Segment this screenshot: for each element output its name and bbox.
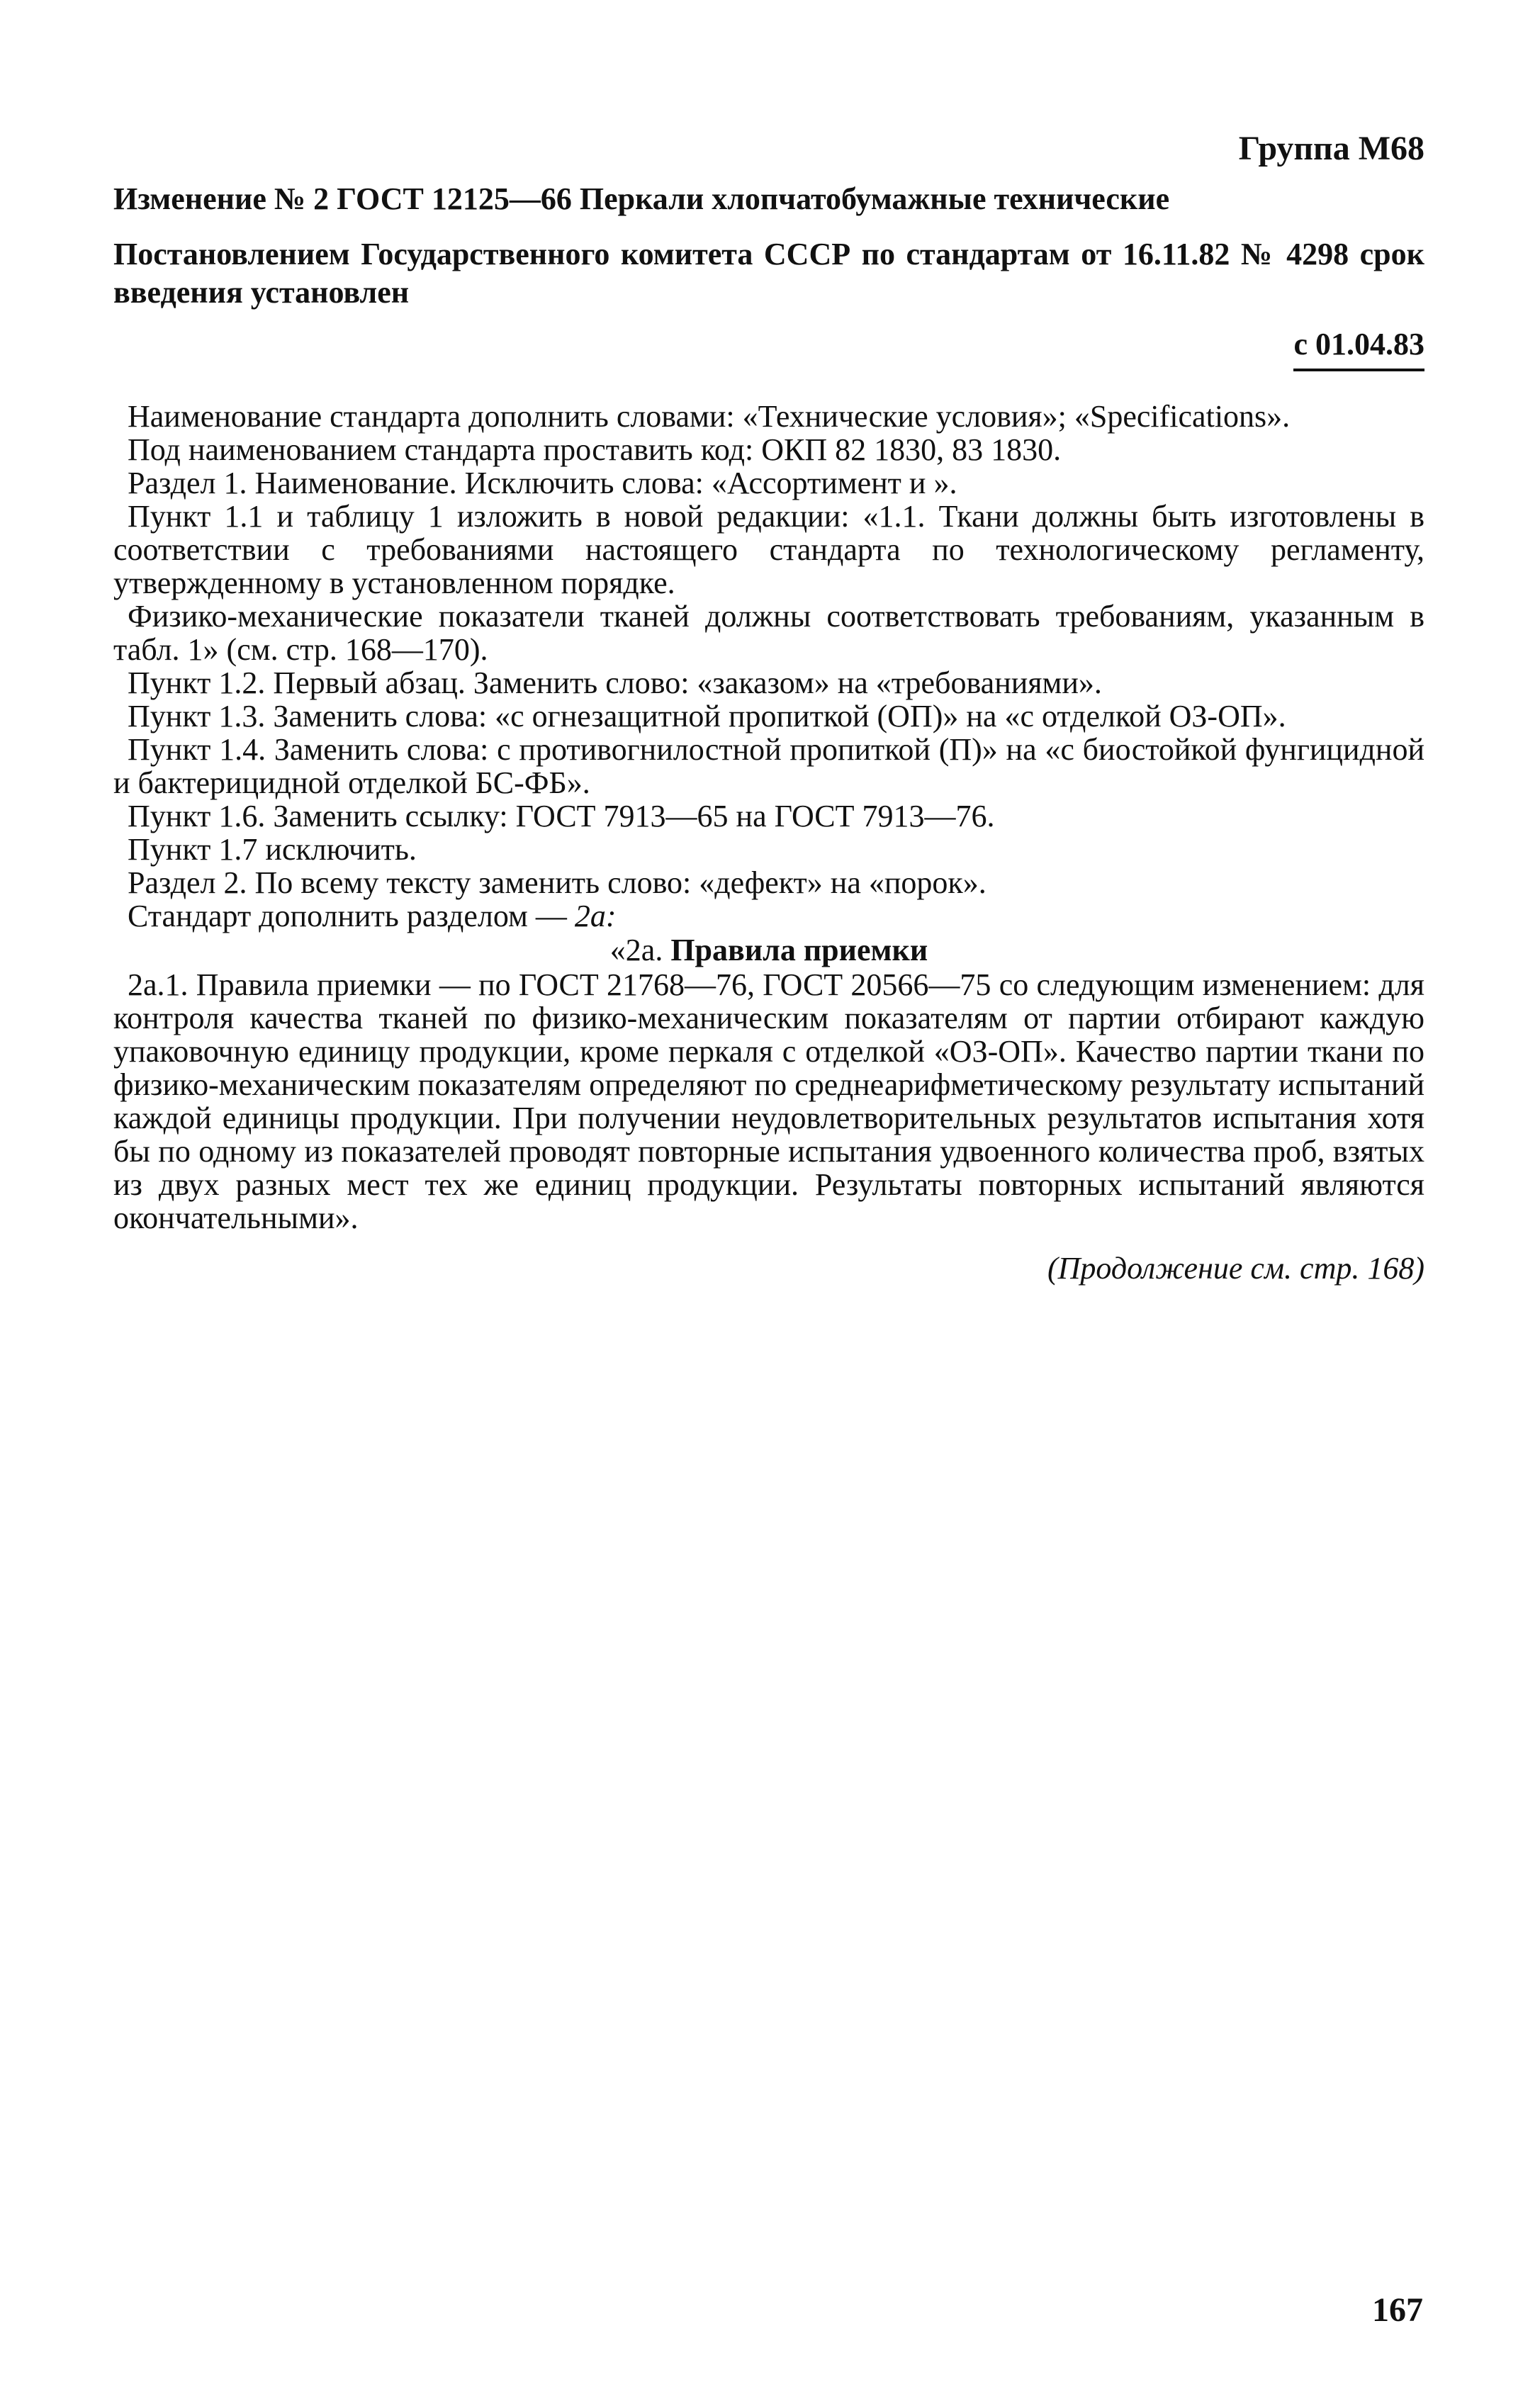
paragraph-clause-2a-1: 2а.1. Правила приемки — по ГОСТ 21768—76, ГОСТ 20566—75 со следующим изменением: для контроля качества тканей по физико-механическим показателям от партии отбирают каждую упаковочную единицу продукции, кроме перкаля с отделкой «ОЗ-ОП». Качество партии ткани по физико-механическим показателям определяют по среднеарифметическому результату испытаний каждой единицы продукции. При получении неудовлетворительных результатов испытания хотя бы по одному из показателей проводят повторные испытания удвоенного количества проб, взятых из двух разных мест тех же единиц продукции. Результаты повторных испытаний являются окончательными». bbox=[113, 967, 1424, 1235]
section-2a-heading bbox=[113, 933, 1424, 968]
document-body bbox=[113, 400, 1424, 1235]
paragraph-okp-code: Под наименованием стандарта проставить код: ОКП 82 1830, 83 1830. bbox=[128, 432, 1062, 467]
group-code: Группа М68 bbox=[1238, 130, 1424, 167]
paragraph-physical-mechanical: Физико-механические показатели тканей должны соответствовать требованиям, указанным в табл. 1» (см. стр. 168—170). bbox=[113, 599, 1424, 667]
effective-date-block bbox=[113, 325, 1424, 371]
paragraph-section-1: Раздел 1. Наименование. Исключить слова: «Ассортимент и ». bbox=[128, 466, 957, 500]
add-section-ref: 2а: bbox=[574, 899, 617, 933]
paragraph-clause-1-6: Пункт 1.6. Заменить ссылку: ГОСТ 7913—65 на ГОСТ 7913—76. bbox=[128, 799, 995, 833]
paragraph-clause-1-2: Пункт 1.2. Первый абзац. Заменить слово: «заказом» на «требованиями». bbox=[128, 665, 1102, 700]
paragraph-add-section bbox=[113, 899, 1424, 933]
page-number: 167 bbox=[1372, 2291, 1423, 2329]
section-2a-number: «2а. bbox=[609, 933, 671, 967]
document-page bbox=[113, 128, 1424, 2325]
paragraph-clause-1-3: Пункт 1.3. Заменить слова: «с огнезащитной пропиткой (ОП)» на «с отделкой ОЗ-ОП». bbox=[128, 699, 1286, 734]
effective-date: с 01.04.83 bbox=[1293, 325, 1424, 371]
paragraph-name-addition: Наименование стандарта дополнить словами: «Технические условия»; «Specifications». bbox=[128, 399, 1291, 434]
section-2a-title: Правила приемки bbox=[670, 933, 928, 967]
paragraph-clause-1-1: Пункт 1.1 и таблицу 1 изложить в новой редакции: «1.1. Ткани должны быть изготовлены в соответствии с требованиями настоящего стандарта по технологическому регламенту, утвержденному в установленном порядке. bbox=[113, 499, 1424, 600]
paragraph-clause-1-4: Пункт 1.4. Заменить слова: с противогнилостной пропиткой (П)» на «с биостойкой фунгицидной и бактерицидной отделкой БС-ФБ». bbox=[113, 732, 1424, 800]
decree-text: Постановлением Государственного комитета СССР по стандартам от 16.11.82 № 4298 срок введения установлен bbox=[113, 237, 1424, 310]
add-section-text: Стандарт дополнить разделом — bbox=[128, 899, 575, 933]
amendment-title: Изменение № 2 ГОСТ 12125—66 Перкали хлопчатобумажные технические bbox=[113, 181, 1170, 216]
paragraph-section-2: Раздел 2. По всему тексту заменить слово: «дефект» на «порок». bbox=[128, 865, 987, 900]
continued-note: (Продолжение см. стр. 168) bbox=[1047, 1251, 1424, 1286]
paragraph-clause-1-7: Пункт 1.7 исключить. bbox=[128, 832, 417, 867]
